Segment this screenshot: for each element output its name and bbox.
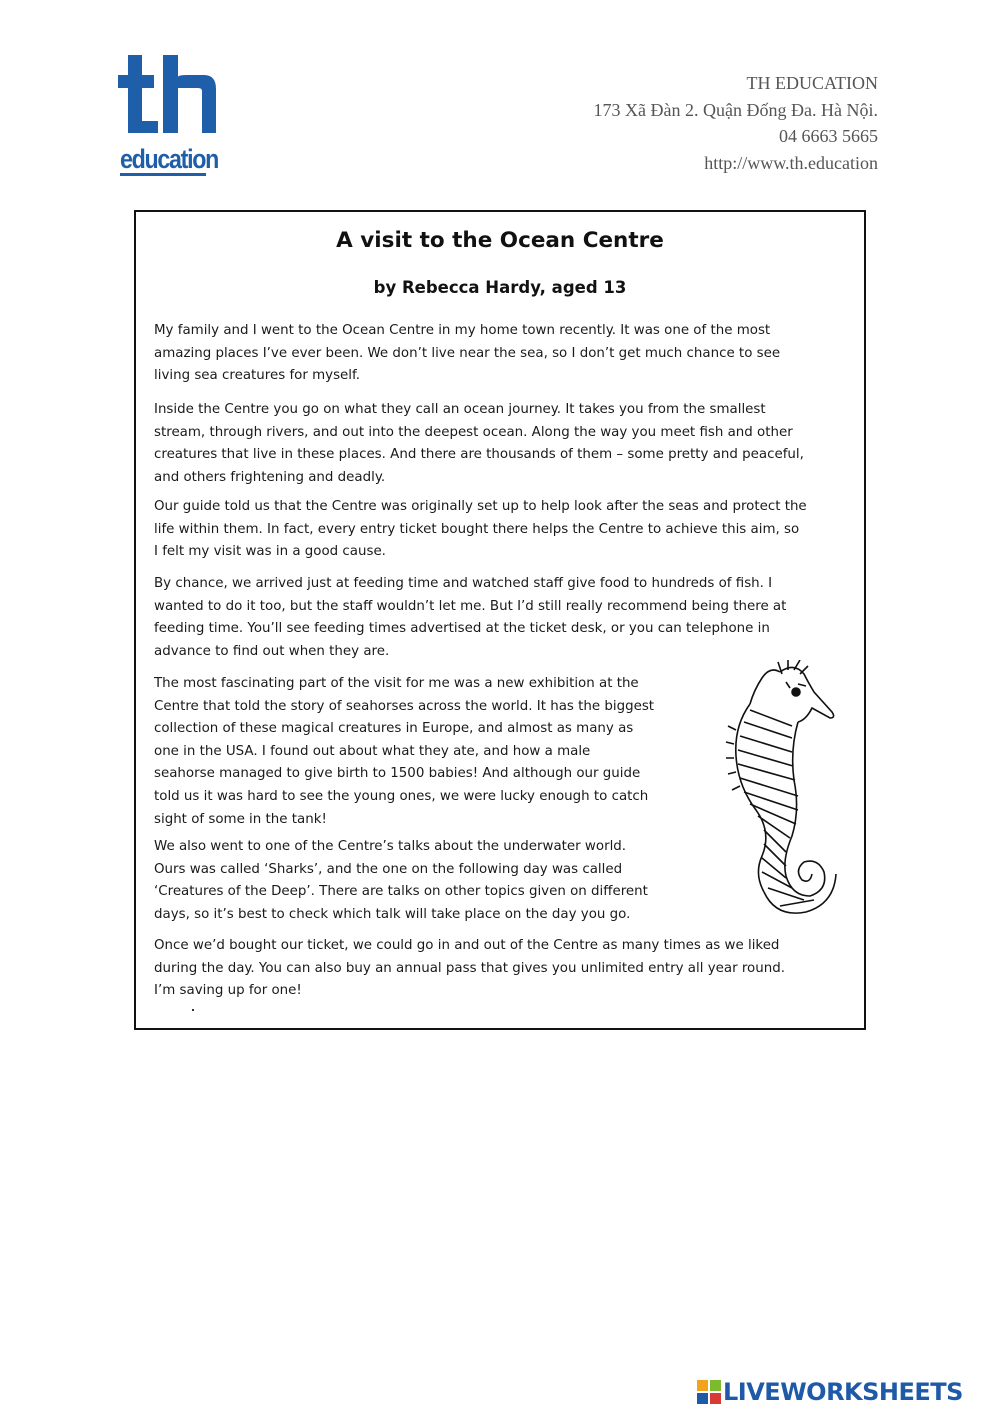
paragraph-3 bbox=[154, 496, 807, 564]
stray-mark bbox=[192, 1009, 194, 1011]
text-line: and others frightening and deadly. bbox=[154, 469, 386, 485]
liveworksheets-brand bbox=[697, 1376, 963, 1408]
brand-name: LIVEWORKSHEETS bbox=[723, 1378, 963, 1406]
paragraph-7 bbox=[154, 935, 785, 1003]
text-line: amazing places I’ve ever been. We don’t live near the sea, so I don’t get much chance to see bbox=[154, 345, 781, 361]
article-box bbox=[134, 210, 866, 1030]
text-line: living sea creatures for myself. bbox=[154, 368, 361, 384]
text-line: We also went to one of the Centre’s talks about the underwater world. bbox=[154, 839, 627, 854]
th-education-logo bbox=[118, 55, 222, 180]
text-line: Once we’d bought our ticket, we could go in and out of the Centre as many times as we liked bbox=[154, 938, 780, 953]
th-logo-icon bbox=[118, 55, 222, 145]
company-website[interactable]: http://www.th.education bbox=[704, 152, 878, 173]
text-line: creatures that live in these places. And there are thousands of them – some pretty and peaceful, bbox=[154, 447, 804, 463]
text-line: The most fascinating part of the visit for me was a new exhibition at the bbox=[154, 676, 639, 691]
text-line: By chance, we arrived just at feeding time and watched staff give food to hundreds of fish. I bbox=[154, 576, 773, 591]
text-line: Centre that told the story of seahorses across the world. It has the biggest bbox=[154, 698, 655, 714]
company-address: 173 Xã Đàn 2. Quận Đống Đa. Hà Nội. bbox=[593, 99, 878, 120]
seahorse-illustration bbox=[720, 660, 840, 936]
text-line: ‘Creatures of the Deep’. There are talks on other topics given on different bbox=[154, 884, 648, 900]
article-byline: by Rebecca Hardy, aged 13 bbox=[373, 278, 627, 297]
text-line: Our guide told us that the Centre was originally set up to help look after the seas and protect the bbox=[154, 499, 807, 514]
text-line: Inside the Centre you go on what they call an ocean journey. It takes you from the smallest bbox=[154, 402, 766, 417]
text-line: one in the USA. I found out about what they ate, and how a male bbox=[154, 743, 591, 759]
liveworksheets-logo-icon bbox=[697, 1380, 721, 1404]
text-line: wanted to do it too, but the staff wouldn’t let me. But I’d still really recommend being there at bbox=[154, 598, 787, 614]
text-line: I felt my visit was in a good cause. bbox=[154, 544, 386, 560]
text-line: told us it was hard to see the young ones, we were lucky enough to catch bbox=[154, 788, 649, 804]
article-title: A visit to the Ocean Centre bbox=[336, 228, 664, 253]
text-line: advance to find out when they are. bbox=[154, 643, 390, 659]
contact-info bbox=[594, 70, 878, 176]
text-line: life within them. In fact, every entry ticket bought there helps the Centre to achieve this aim, so bbox=[154, 521, 800, 537]
company-name: TH EDUCATION bbox=[746, 73, 878, 93]
paragraph-2 bbox=[154, 399, 804, 489]
text-line: during the day. You can also buy an annual pass that gives you unlimited entry all year round. bbox=[154, 960, 785, 976]
text-line: seahorse managed to give birth to 1500 babies! And although our guide bbox=[154, 766, 641, 782]
text-line: I’m saving up for one! bbox=[154, 983, 302, 999]
paragraph-1 bbox=[154, 320, 780, 388]
text-line: days, so it’s best to check which talk will take place on the day you go. bbox=[154, 906, 631, 922]
paragraph-6 bbox=[154, 836, 648, 926]
logo-wordmark: education bbox=[120, 144, 219, 174]
company-phone: 04 6663 5665 bbox=[779, 126, 878, 146]
paragraph-4 bbox=[154, 573, 786, 663]
text-line: Ours was called ‘Sharks’, and the one on the following day was called bbox=[154, 861, 623, 877]
text-line: stream, through rivers, and out into the deepest ocean. Along the way you meet fish and other bbox=[154, 424, 793, 440]
text-line: collection of these magical creatures in Europe, and almost as many as bbox=[154, 721, 634, 737]
paragraph-5 bbox=[154, 673, 654, 831]
text-line: My family and I went to the Ocean Centre in my home town recently. It was one of the most bbox=[154, 323, 771, 338]
text-line: feeding time. You’ll see feeding times advertised at the ticket desk, or you can telephone in bbox=[154, 621, 770, 637]
text-line: sight of some in the tank! bbox=[154, 811, 327, 827]
